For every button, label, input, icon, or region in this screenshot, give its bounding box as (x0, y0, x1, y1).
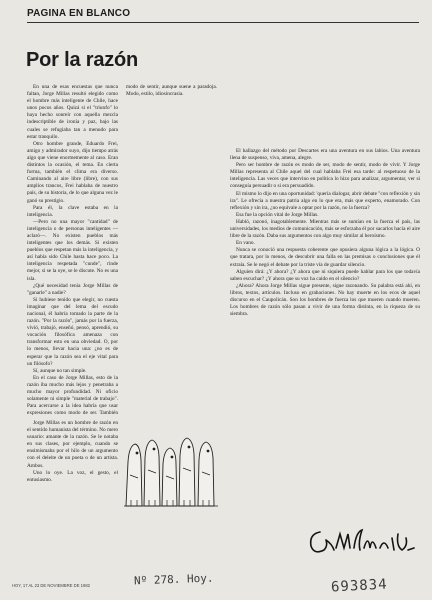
article-body-left (27, 84, 217, 420)
article-body-right (230, 148, 420, 538)
article-paragraph: Alguien dirá: ¿Y ahora? ¿Y ahora que ni siquiera puede hablar para los que todavía saben escuchar? ¿Y ahora que su voz ha caído en el silencio? (230, 268, 420, 282)
publication-footer: HOY, 17 AL 23 DE NOVIEMBRE DE 1982 (12, 583, 90, 588)
article-paragraph: Jorge Millas es un hombre de razón en el sentido humanista del término. No mero usuario: amante de la razón. Se le notaba en sus clases, por ejemplo, cuando se ensimismaba por el hilo de un argumento con el deleite de un poeta o de un artista. Ambos. (27, 420, 118, 469)
section-header: PAGINA EN BLANCO (27, 8, 131, 19)
article-paragraph: Uno lo oye. La voz, el gesto, el entusiasmo. (27, 469, 118, 483)
article-title: Por la razón (26, 49, 139, 71)
penguin-figures-cartoon (118, 420, 224, 508)
article-paragraph: —Pero no una mayor "cantidad" de inteligencia o de personas inteligentes —aclaró—. No existen pueblos más inteligentes que los demás. Si existen pueblos que respetan más la inteligencia, y así había sido Chile hasta hace poco. La inteligencia respetada "cunde", rinde mejor, si se la oye, se le discute. No es una isla. (27, 218, 118, 282)
article-paragraph: El hallazgo del método por Descartes era una aventura en sus labios. Una aventura llena de suspenso, viva, amena, alegre. (230, 148, 420, 162)
article-paragraph: El mismo lo dijo en una oportunidad: 'quería dialogar, abrir debate "con reflexión y sin ira". Le ofrecía a nuestra patria algo en lo que era, más que experto, enamorado. Con reflexión y sin ira, ¿no equivale a optar por la razón, no la fuerza? (230, 190, 420, 211)
article-paragraph: Pero ser hombre de razón es modo de ser, modo de sentir, modo de vivir. Y Jorge Millas representa al Chile aquel del cual hablaba Frei esa tarde: al respetuoso de la inteligencia. Las veces que intervino en política lo hizo para analizar, argumentar, ver si conseguía persuadir o si era persuadido. (230, 162, 420, 190)
article-paragraph: ¿Ahora? Ahora Jorge Millas sigue presente, sigue razonando. Su palabra está ahí, en libros, textos, artículos. Incluso en grabaciones. No hay muerte en los ecos de aquel discurso en el Caupolicán. Son los hombres de fuerza los que mueren cuando mueren. Los hombres de razón sólo pasan a vivir de una forma distinta, en la riqueza de su siembra. (230, 282, 420, 318)
article-paragraph: Otro hombre grande, Eduardo Frei, amigo y admirador suyo, dijo tiempo atrás algo que viene enormemente al caso. Eran distintos la ocasión, el tema. En cierta forma, también el clima era diverso. Caminando al aire libre (libre), con sus amplios trancos, Frei hablaba de nuestro país, de su historia, de lo que alguna vez le ganó su prestigio. (27, 140, 118, 204)
handwritten-issue-note: Nº 278. Hoy. (133, 571, 214, 588)
header-rule (27, 22, 419, 23)
article-paragraph: ¿Qué necesidad tenía Jorge Millas de "ganarle" a nadie? (27, 282, 118, 296)
article-paragraph: En el caso de Jorge Millas, esto de la razón iba mucho más lejos y penetraba a mucho mayor profundidad. Ni oficio solamente ni simple "material de trabajo". Para acercarse a la idea habría que usar expresiones como modo de ser. También modo de sentir, aunque suene a paradoja. Modo, estilo, idiosincrasia. (27, 84, 217, 417)
article-paragraph: Nunca se conoció una respuesta coherente que opusiera alguna lógica a la lógica. O que tratara, por lo menos, de descubrir una falla en las premisas o conclusiones que él extraía. Se le negó el debate por la triste vía de guardar silencio. (230, 247, 420, 268)
article-paragraph: Para él, la clave estaba en la inteligencia. (27, 204, 118, 218)
article-paragraph: Si hubiese tenido que elegir, no cuesta imaginar que del lema del escudo nacional, él habría tomado la parte de la razón. "Por la razón", jamás por la fuerza, vivió, trabajó, enseñó, pensó, aprendió, su vocación filosófica amenaza con transformar esto en una obviedad. O, por lo menos, llevar hacia una: ¿no es de esperar que la razón sea el eje vital para un filósofo? (27, 296, 118, 367)
handwritten-signature (306, 520, 418, 560)
article-paragraph: Esa fue la opción vital de Jorge Millas. (236, 211, 319, 218)
handwritten-archive-number: 693834 (330, 576, 388, 596)
article-body-left-continued (27, 420, 118, 580)
article-paragraph: En vano. (236, 240, 255, 247)
article-paragraph: En una de esas encuestas que nunca faltan, Jorge Millas resultó elegido como el hombre más inteligente de Chile, hace unos pocos años. Quizá si el "triunfo" lo haya hecho sonreír con aquella mezcla indescriptible de ironía y paz, bajo las cuales se refugiaba tan a menudo para estar tranquilo. (27, 84, 118, 140)
article-paragraph: Habló, razonó, inagotablemente. Mientras más se sumían en la fuerza el país, las universidades, los medios de comunicación, más se esforzaba él por sacarlos hacia el aire libre de la razón. Daba sus argumentos con algo muy similar al heroísmo. (230, 218, 420, 240)
article-paragraph: Sí, aunque no tan simple. (33, 367, 87, 374)
